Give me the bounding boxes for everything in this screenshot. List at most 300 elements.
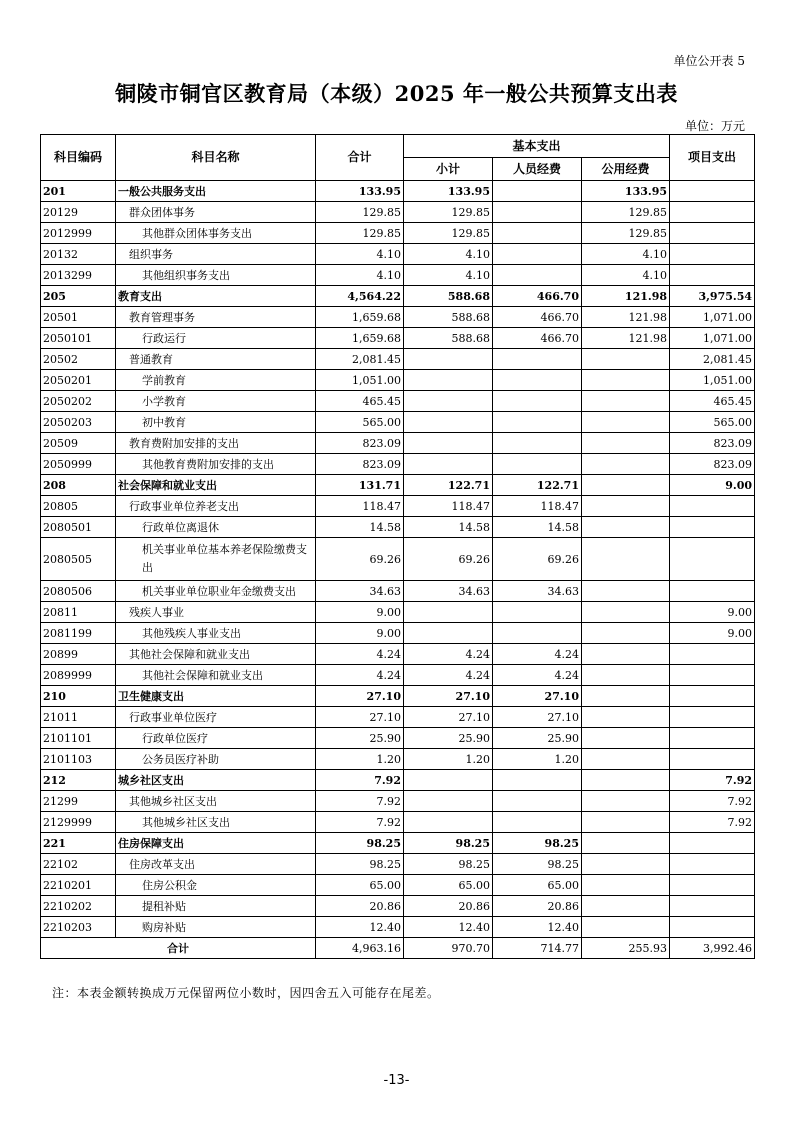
table-row — [41, 665, 755, 686]
cell-subtotal: 69.26 — [404, 538, 493, 581]
cell-public — [582, 602, 670, 623]
cell-code: 205 — [41, 286, 116, 307]
table-row — [41, 265, 755, 286]
cell-public — [582, 728, 670, 749]
cell-subtotal — [404, 391, 493, 412]
cell-code: 2089999 — [41, 665, 116, 686]
cell-code: 20509 — [41, 433, 116, 454]
total-label: 合计 — [41, 938, 316, 959]
cell-code: 22102 — [41, 854, 116, 875]
cell-project — [670, 854, 755, 875]
total-cell-personnel: 714.77 — [493, 938, 582, 959]
table-row — [41, 707, 755, 728]
table-row — [41, 202, 755, 223]
cell-total: 118.47 — [316, 496, 404, 517]
cell-subtotal: 27.10 — [404, 686, 493, 707]
cell-total: 4,564.22 — [316, 286, 404, 307]
cell-public: 4.10 — [582, 244, 670, 265]
cell-public — [582, 496, 670, 517]
cell-name: 住房公积金 — [116, 875, 316, 896]
cell-personnel: 25.90 — [493, 728, 582, 749]
cell-public — [582, 370, 670, 391]
cell-code: 20502 — [41, 349, 116, 370]
table-row — [41, 686, 755, 707]
cell-subtotal — [404, 812, 493, 833]
cell-total: 7.92 — [316, 791, 404, 812]
cell-subtotal — [404, 454, 493, 475]
cell-total: 129.85 — [316, 223, 404, 244]
cell-subtotal: 12.40 — [404, 917, 493, 938]
cell-public: 4.10 — [582, 265, 670, 286]
cell-code: 2012999 — [41, 223, 116, 244]
cell-personnel — [493, 181, 582, 202]
table-row — [41, 854, 755, 875]
cell-project — [670, 749, 755, 770]
cell-public — [582, 749, 670, 770]
cell-project: 9.00 — [670, 602, 755, 623]
footnote: 注：本表金额转换成万元保留两位小数时，因四舍五入可能存在尾差。 — [52, 986, 440, 1000]
table-row — [41, 875, 755, 896]
cell-public: 121.98 — [582, 307, 670, 328]
cell-code: 20805 — [41, 496, 116, 517]
header-subtotal: 小计 — [404, 158, 493, 181]
cell-public — [582, 707, 670, 728]
budget-table — [40, 134, 755, 959]
cell-code: 208 — [41, 475, 116, 496]
cell-total: 7.92 — [316, 812, 404, 833]
cell-personnel: 27.10 — [493, 707, 582, 728]
cell-personnel: 14.58 — [493, 517, 582, 538]
cell-public — [582, 412, 670, 433]
cell-total: 1.20 — [316, 749, 404, 770]
cell-subtotal: 129.85 — [404, 223, 493, 244]
cell-personnel — [493, 244, 582, 265]
cell-personnel: 69.26 — [493, 538, 582, 581]
header-total: 合计 — [316, 135, 404, 181]
cell-code: 2050203 — [41, 412, 116, 433]
cell-name: 其他教育费附加安排的支出 — [116, 454, 316, 475]
cell-project: 7.92 — [670, 770, 755, 791]
cell-public — [582, 686, 670, 707]
cell-code: 2210203 — [41, 917, 116, 938]
cell-total: 98.25 — [316, 833, 404, 854]
cell-subtotal: 122.71 — [404, 475, 493, 496]
cell-personnel: 98.25 — [493, 854, 582, 875]
page-title: 铜陵市铜官区教育局（本级）2025 年一般公共预算支出表 — [115, 81, 678, 106]
cell-personnel — [493, 433, 582, 454]
cell-subtotal: 4.24 — [404, 665, 493, 686]
cell-subtotal — [404, 770, 493, 791]
page-number: -13- — [383, 1073, 410, 1088]
cell-project: 2,081.45 — [670, 349, 755, 370]
cell-total: 25.90 — [316, 728, 404, 749]
cell-code: 2210201 — [41, 875, 116, 896]
cell-name: 残疾人事业 — [116, 602, 316, 623]
cell-project — [670, 538, 755, 581]
cell-total: 27.10 — [316, 707, 404, 728]
table-row — [41, 349, 755, 370]
cell-project — [670, 581, 755, 602]
cell-subtotal: 118.47 — [404, 496, 493, 517]
cell-personnel — [493, 454, 582, 475]
table-row — [41, 370, 755, 391]
cell-personnel — [493, 202, 582, 223]
total-cell-total: 4,963.16 — [316, 938, 404, 959]
cell-subtotal: 588.68 — [404, 307, 493, 328]
cell-total: 1,659.68 — [316, 328, 404, 349]
cell-public — [582, 581, 670, 602]
cell-public — [582, 854, 670, 875]
cell-name: 组织事务 — [116, 244, 316, 265]
cell-code: 201 — [41, 181, 116, 202]
cell-project — [670, 917, 755, 938]
cell-project: 9.00 — [670, 475, 755, 496]
cell-project — [670, 517, 755, 538]
cell-total: 98.25 — [316, 854, 404, 875]
cell-personnel — [493, 349, 582, 370]
cell-name: 其他群众团体事务支出 — [116, 223, 316, 244]
cell-code: 2080506 — [41, 581, 116, 602]
table-row — [41, 749, 755, 770]
header-name: 科目名称 — [116, 135, 316, 181]
cell-personnel — [493, 791, 582, 812]
cell-subtotal: 98.25 — [404, 833, 493, 854]
cell-code: 21299 — [41, 791, 116, 812]
cell-project — [670, 896, 755, 917]
cell-subtotal — [404, 602, 493, 623]
table-row — [41, 433, 755, 454]
table-row — [41, 791, 755, 812]
cell-subtotal — [404, 791, 493, 812]
cell-personnel — [493, 265, 582, 286]
cell-total: 34.63 — [316, 581, 404, 602]
cell-personnel — [493, 412, 582, 433]
cell-public — [582, 896, 670, 917]
cell-subtotal: 4.10 — [404, 265, 493, 286]
cell-code: 20811 — [41, 602, 116, 623]
cell-personnel: 20.86 — [493, 896, 582, 917]
total-cell-subtotal: 970.70 — [404, 938, 493, 959]
table-body — [41, 181, 755, 938]
cell-personnel: 1.20 — [493, 749, 582, 770]
cell-code: 2080501 — [41, 517, 116, 538]
table-row — [41, 896, 755, 917]
cell-public — [582, 644, 670, 665]
cell-name: 普通教育 — [116, 349, 316, 370]
cell-name: 公务员医疗补助 — [116, 749, 316, 770]
cell-total: 465.45 — [316, 391, 404, 412]
cell-public — [582, 770, 670, 791]
cell-total: 7.92 — [316, 770, 404, 791]
cell-code: 221 — [41, 833, 116, 854]
cell-total: 9.00 — [316, 602, 404, 623]
cell-name: 住房改革支出 — [116, 854, 316, 875]
cell-subtotal: 4.24 — [404, 644, 493, 665]
cell-subtotal: 34.63 — [404, 581, 493, 602]
cell-public — [582, 517, 670, 538]
cell-public — [582, 623, 670, 644]
cell-code: 2081199 — [41, 623, 116, 644]
cell-personnel: 98.25 — [493, 833, 582, 854]
cell-personnel: 34.63 — [493, 581, 582, 602]
cell-code: 2050202 — [41, 391, 116, 412]
cell-total: 4.24 — [316, 665, 404, 686]
cell-name: 行政事业单位养老支出 — [116, 496, 316, 517]
cell-name: 其他残疾人事业支出 — [116, 623, 316, 644]
cell-name: 学前教育 — [116, 370, 316, 391]
cell-code: 2013299 — [41, 265, 116, 286]
cell-project: 7.92 — [670, 791, 755, 812]
total-row — [41, 938, 755, 959]
table-row — [41, 644, 755, 665]
cell-subtotal: 98.25 — [404, 854, 493, 875]
cell-total: 27.10 — [316, 686, 404, 707]
cell-name: 教育管理事务 — [116, 307, 316, 328]
cell-personnel: 122.71 — [493, 475, 582, 496]
cell-subtotal: 1.20 — [404, 749, 493, 770]
cell-subtotal — [404, 412, 493, 433]
cell-project: 7.92 — [670, 812, 755, 833]
cell-project — [670, 496, 755, 517]
table-row — [41, 412, 755, 433]
cell-project: 465.45 — [670, 391, 755, 412]
cell-public: 129.85 — [582, 223, 670, 244]
cell-name: 行政单位医疗 — [116, 728, 316, 749]
cell-name: 购房补贴 — [116, 917, 316, 938]
cell-total: 131.71 — [316, 475, 404, 496]
table-row — [41, 623, 755, 644]
cell-name: 其他城乡社区支出 — [116, 812, 316, 833]
cell-total: 1,051.00 — [316, 370, 404, 391]
cell-name: 机关事业单位基本养老保险缴费支出 — [116, 538, 316, 581]
header-project: 项目支出 — [670, 135, 755, 181]
cell-code: 2050101 — [41, 328, 116, 349]
table-row — [41, 328, 755, 349]
total-cell-project: 3,992.46 — [670, 938, 755, 959]
cell-personnel: 12.40 — [493, 917, 582, 938]
table-row — [41, 496, 755, 517]
cell-personnel: 118.47 — [493, 496, 582, 517]
cell-project: 9.00 — [670, 623, 755, 644]
cell-code: 2050999 — [41, 454, 116, 475]
cell-name: 初中教育 — [116, 412, 316, 433]
cell-project: 3,975.54 — [670, 286, 755, 307]
cell-total: 823.09 — [316, 433, 404, 454]
cell-name: 其他社会保障和就业支出 — [116, 644, 316, 665]
cell-subtotal: 588.68 — [404, 328, 493, 349]
cell-subtotal: 25.90 — [404, 728, 493, 749]
cell-subtotal: 129.85 — [404, 202, 493, 223]
cell-public — [582, 349, 670, 370]
cell-name: 行政运行 — [116, 328, 316, 349]
cell-code: 2101103 — [41, 749, 116, 770]
cell-personnel: 466.70 — [493, 307, 582, 328]
cell-total: 823.09 — [316, 454, 404, 475]
cell-subtotal: 4.10 — [404, 244, 493, 265]
cell-total: 69.26 — [316, 538, 404, 581]
table-row — [41, 770, 755, 791]
cell-code: 2050201 — [41, 370, 116, 391]
cell-project: 1,051.00 — [670, 370, 755, 391]
cell-name: 教育支出 — [116, 286, 316, 307]
cell-public — [582, 391, 670, 412]
cell-name: 提租补贴 — [116, 896, 316, 917]
cell-personnel: 65.00 — [493, 875, 582, 896]
cell-public — [582, 454, 670, 475]
table-row — [41, 517, 755, 538]
cell-project: 1,071.00 — [670, 307, 755, 328]
cell-total: 4.10 — [316, 244, 404, 265]
cell-public — [582, 538, 670, 581]
cell-name: 卫生健康支出 — [116, 686, 316, 707]
cell-name: 机关事业单位职业年金缴费支出 — [116, 581, 316, 602]
cell-total: 4.10 — [316, 265, 404, 286]
cell-subtotal — [404, 623, 493, 644]
total-cell-public: 255.93 — [582, 938, 670, 959]
cell-subtotal: 65.00 — [404, 875, 493, 896]
cell-project — [670, 644, 755, 665]
cell-name: 城乡社区支出 — [116, 770, 316, 791]
header-personnel: 人员经费 — [493, 158, 582, 181]
cell-public — [582, 875, 670, 896]
cell-name: 一般公共服务支出 — [116, 181, 316, 202]
cell-public — [582, 433, 670, 454]
cell-code: 210 — [41, 686, 116, 707]
cell-project — [670, 181, 755, 202]
cell-code: 20132 — [41, 244, 116, 265]
cell-name: 其他城乡社区支出 — [116, 791, 316, 812]
cell-code: 2210202 — [41, 896, 116, 917]
cell-subtotal: 133.95 — [404, 181, 493, 202]
unit-label: 单位：万元 — [684, 119, 745, 133]
cell-project: 823.09 — [670, 433, 755, 454]
cell-project: 823.09 — [670, 454, 755, 475]
cell-project — [670, 728, 755, 749]
cell-public: 129.85 — [582, 202, 670, 223]
cell-personnel — [493, 223, 582, 244]
cell-total: 565.00 — [316, 412, 404, 433]
cell-subtotal: 20.86 — [404, 896, 493, 917]
table-row — [41, 391, 755, 412]
cell-project — [670, 665, 755, 686]
cell-project: 565.00 — [670, 412, 755, 433]
cell-name: 住房保障支出 — [116, 833, 316, 854]
cell-name: 其他组织事务支出 — [116, 265, 316, 286]
cell-total: 20.86 — [316, 896, 404, 917]
cell-code: 20899 — [41, 644, 116, 665]
cell-total: 12.40 — [316, 917, 404, 938]
cell-total: 14.58 — [316, 517, 404, 538]
cell-personnel — [493, 770, 582, 791]
table-row — [41, 812, 755, 833]
table-row — [41, 475, 755, 496]
cell-project — [670, 833, 755, 854]
cell-total: 4.24 — [316, 644, 404, 665]
cell-name: 社会保障和就业支出 — [116, 475, 316, 496]
cell-project — [670, 686, 755, 707]
cell-public: 121.98 — [582, 286, 670, 307]
table-row — [41, 602, 755, 623]
cell-name: 行政单位离退休 — [116, 517, 316, 538]
header-code: 科目编码 — [41, 135, 116, 181]
cell-code: 20129 — [41, 202, 116, 223]
header-public: 公用经费 — [582, 158, 670, 181]
cell-total: 1,659.68 — [316, 307, 404, 328]
cell-code: 20501 — [41, 307, 116, 328]
cell-personnel: 466.70 — [493, 328, 582, 349]
cell-name: 群众团体事务 — [116, 202, 316, 223]
cell-public — [582, 812, 670, 833]
table-row — [41, 454, 755, 475]
cell-project: 1,071.00 — [670, 328, 755, 349]
cell-code: 21011 — [41, 707, 116, 728]
cell-personnel: 27.10 — [493, 686, 582, 707]
cell-code: 212 — [41, 770, 116, 791]
table-row — [41, 581, 755, 602]
header-basic: 基本支出 — [404, 135, 670, 158]
cell-total: 9.00 — [316, 623, 404, 644]
cell-public: 121.98 — [582, 328, 670, 349]
cell-public — [582, 917, 670, 938]
table-row — [41, 538, 755, 581]
cell-code: 2129999 — [41, 812, 116, 833]
table-row — [41, 728, 755, 749]
cell-personnel: 4.24 — [493, 665, 582, 686]
cell-subtotal: 588.68 — [404, 286, 493, 307]
cell-name: 行政事业单位医疗 — [116, 707, 316, 728]
cell-project — [670, 202, 755, 223]
cell-public: 133.95 — [582, 181, 670, 202]
cell-subtotal — [404, 370, 493, 391]
cell-project — [670, 875, 755, 896]
cell-project — [670, 223, 755, 244]
table-row — [41, 307, 755, 328]
cell-name: 教育费附加安排的支出 — [116, 433, 316, 454]
cell-personnel: 466.70 — [493, 286, 582, 307]
cell-public — [582, 791, 670, 812]
cell-project — [670, 244, 755, 265]
cell-code: 2080505 — [41, 538, 116, 581]
table-row — [41, 833, 755, 854]
cell-personnel — [493, 602, 582, 623]
cell-personnel — [493, 812, 582, 833]
cell-subtotal — [404, 433, 493, 454]
cell-name: 其他社会保障和就业支出 — [116, 665, 316, 686]
table-row — [41, 223, 755, 244]
table-row — [41, 244, 755, 265]
cell-project — [670, 707, 755, 728]
cell-personnel — [493, 623, 582, 644]
cell-personnel: 4.24 — [493, 644, 582, 665]
cell-name: 小学教育 — [116, 391, 316, 412]
cell-subtotal: 27.10 — [404, 707, 493, 728]
cell-personnel — [493, 370, 582, 391]
cell-subtotal: 14.58 — [404, 517, 493, 538]
cell-public — [582, 833, 670, 854]
cell-public — [582, 475, 670, 496]
cell-code: 2101101 — [41, 728, 116, 749]
table-row — [41, 917, 755, 938]
cell-total: 2,081.45 — [316, 349, 404, 370]
table-tag: 单位公开表 5 — [673, 54, 745, 68]
cell-total: 65.00 — [316, 875, 404, 896]
cell-public — [582, 665, 670, 686]
cell-subtotal — [404, 349, 493, 370]
table-row — [41, 181, 755, 202]
cell-total: 133.95 — [316, 181, 404, 202]
cell-project — [670, 265, 755, 286]
table-row — [41, 286, 755, 307]
